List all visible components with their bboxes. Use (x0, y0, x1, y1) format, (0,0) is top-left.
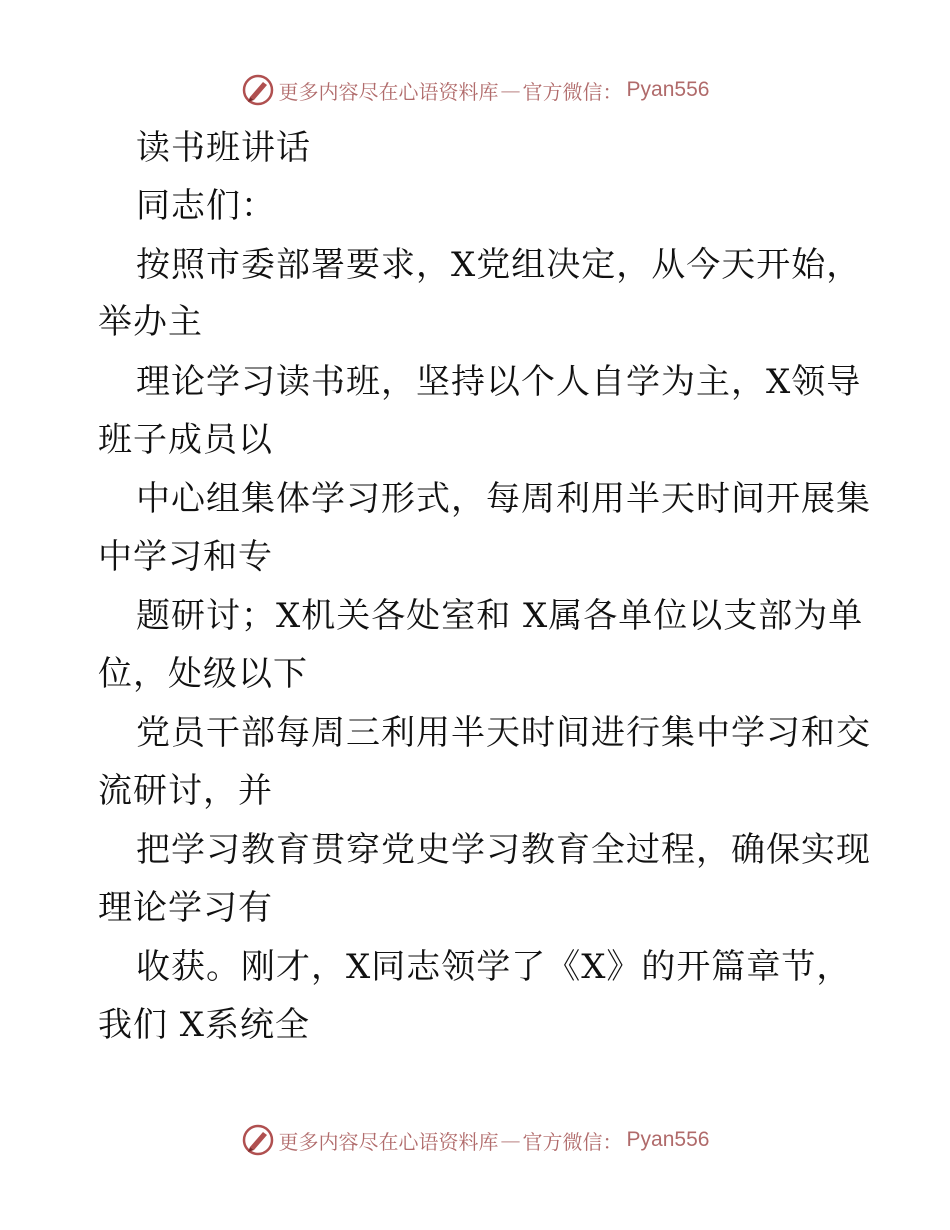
paragraph-line: 班子成员以 (98, 420, 273, 460)
salutation: 同志们： (136, 186, 276, 226)
paragraph-line: 把学习教育贯穿党史学习教育全过程，确保实现 (136, 830, 871, 870)
header-banner (0, 68, 950, 112)
banner-wechat-id: Pyan556 (626, 1128, 710, 1151)
banner-text: 更多内容尽在心语资料库 (278, 79, 499, 104)
banner-wechat-id: Pyan556 (626, 78, 710, 101)
paragraph-line: 位，处级以下 (98, 654, 308, 694)
banner-separator: — (500, 78, 521, 102)
paragraph-line: 理论学习有 (98, 888, 273, 928)
paragraph-line: 按照市委部署要求，X党组决定，从今天开始， (136, 245, 862, 285)
banner-wechat-label: 官方微信： (522, 79, 623, 104)
paragraph-line: 举办主 (98, 302, 203, 342)
paragraph-line: 中心组集体学习形式，每周利用半天时间开展集 (136, 479, 871, 519)
document-title: 读书班讲话 (136, 128, 311, 168)
paragraph-line: 理论学习读书班，坚持以个人自学为主，X领导 (136, 362, 862, 402)
footer-banner (0, 1118, 950, 1162)
paragraph-line: 题研讨；X机关各处室和 X属各单位以支部为单 (136, 596, 864, 636)
paragraph-line: 流研讨，并 (98, 771, 273, 811)
banner-separator: — (500, 1128, 521, 1152)
pen-logo-icon (241, 1123, 275, 1157)
paragraph-line: 党员干部每周三利用半天时间进行集中学习和交 (136, 713, 871, 753)
pen-logo-icon (241, 73, 275, 107)
paragraph-line: 收获。刚才，X同志领学了《X》的开篇章节， (136, 947, 852, 987)
banner-text: 更多内容尽在心语资料库 (278, 1129, 499, 1154)
banner-wechat-label: 官方微信： (522, 1129, 623, 1154)
paragraph-line: 中学习和专 (98, 537, 273, 577)
paragraph-line: 我们 X系统全 (98, 1005, 311, 1045)
